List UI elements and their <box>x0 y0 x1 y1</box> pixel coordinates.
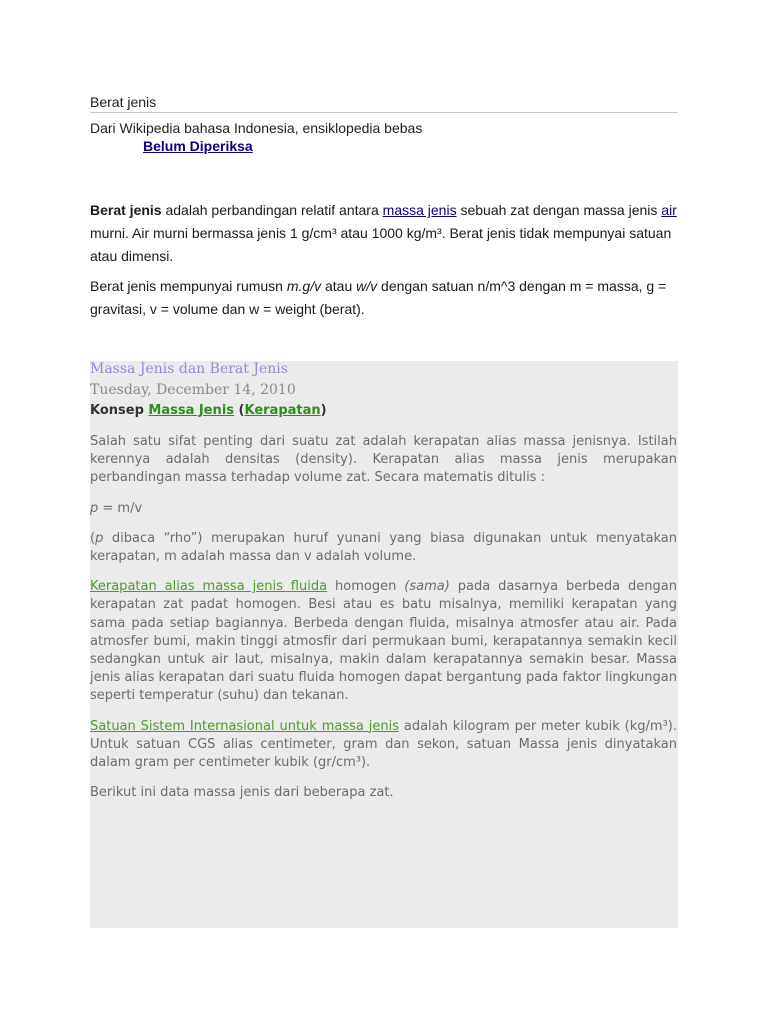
blog-formula <box>90 500 677 518</box>
blog-paragraph-1: Salah satu sifat penting dari suatu zat adalah kerapatan alias massa jenisnya. Istilah kerennya adalah densitas (density). Kerapatan alias massa jenis merupakan perbandingan massa terhadap volume zat. Secara matematis ditulis : <box>90 434 677 486</box>
formula-mgv: m.g/v <box>286 278 322 294</box>
blog-paragraph-5 <box>90 718 677 773</box>
link-kerapatan-fluida[interactable]: Kerapatan alias massa jenis fluida <box>90 579 328 595</box>
link-kerapatan[interactable]: Kerapatan <box>244 403 321 418</box>
paragraph-text: adalah kilogram per meter kubik (kg/m³). Untuk satuan CGS alias centimeter, gram dan sekon, satuan Massa jenis dinyatakan dalam gram per centimeter kubik (gr/cm³). <box>90 718 677 771</box>
lead-text: adalah perbandingan relatif antara <box>161 202 383 218</box>
concept-prefix: Konsep <box>90 403 149 418</box>
lead-text: sebuah zat dengan massa jenis <box>456 202 662 218</box>
concept-heading <box>90 402 327 420</box>
concept-paren-open: ( <box>234 403 245 418</box>
formula-text: = m/v <box>98 500 143 516</box>
term-bold: Berat jenis <box>90 202 162 218</box>
blog-post-title: Massa Jenis dan Berat Jenis <box>90 361 288 377</box>
blog-paragraph-4 <box>90 578 677 705</box>
review-status-link[interactable]: Belum Diperiksa <box>143 138 253 154</box>
paren-open: ( <box>90 530 96 546</box>
paragraph-text: pada dasarnya berbeda dengan kerapatan zat padat homogen. Besi atau es batu misalnya, memiliki kerapatan yang sama pada setiap bagiannya. Berbeda dengan fluida, misalnya atmosfer atau air. Pada atmosfer bumi, makin tinggi atmosfir dari permukaan bumi, kerapatannya semakin kecil sedangkan untuk air laut, misalnya, makin dalam kerapatannya semakin besar. Massa jenis alias kerapatan dari suatu fluida homogen dapat bergantung pada faktor lingkungan seperti temperatur (suhu) dan tekanan. <box>90 579 677 704</box>
link-massa-jenis-blog[interactable]: Massa Jenis <box>148 403 235 418</box>
blog-paragraph-3 <box>90 530 677 566</box>
formula-wv: w/v <box>356 278 378 294</box>
paragraph-text: homogen <box>327 579 405 595</box>
page-title: Berat jenis <box>90 94 678 113</box>
lead-text: atau <box>321 278 357 294</box>
link-air[interactable]: air <box>661 202 677 218</box>
paragraph-text: dibaca “rho”) merupakan huruf yunani yang biasa digunakan untuk menyatakan kerapatan, m adalah massa dan v adalah volume. <box>90 530 677 565</box>
lead-paragraph-1 <box>90 199 680 268</box>
blog-paragraph-6: Berikut ini data massa jenis dari beberapa zat. <box>90 785 394 801</box>
blog-body <box>90 433 677 814</box>
lead-text: dengan satuan n/m^3 dengan m = massa, g = gravitasi, v = volume dan w = weight (berat). <box>90 278 667 317</box>
article-lead <box>90 199 680 328</box>
concept-paren-close: ) <box>320 403 327 418</box>
lead-text: murni. Air murni bermassa jenis 1 g/cm³ atau 1000 kg/m³. Berat jenis tidak mempunyai satuan atau dimensi. <box>90 225 672 264</box>
link-massa-jenis[interactable]: massa jenis <box>382 202 457 218</box>
lead-paragraph-2 <box>90 275 680 321</box>
lead-text: Berat jenis mempunyai rumusn <box>90 278 287 294</box>
blog-post-date: Tuesday, December 14, 2010 <box>90 382 296 398</box>
rho-symbol: p <box>95 530 104 546</box>
paragraph-emphasis: (sama) <box>404 579 450 595</box>
rho-symbol: p <box>90 500 99 516</box>
link-satuan-si[interactable]: Satuan Sistem Internasional untuk massa jenis <box>90 718 399 734</box>
site-subtitle: Dari Wikipedia bahasa Indonesia, ensiklopedia bebas <box>90 120 423 136</box>
